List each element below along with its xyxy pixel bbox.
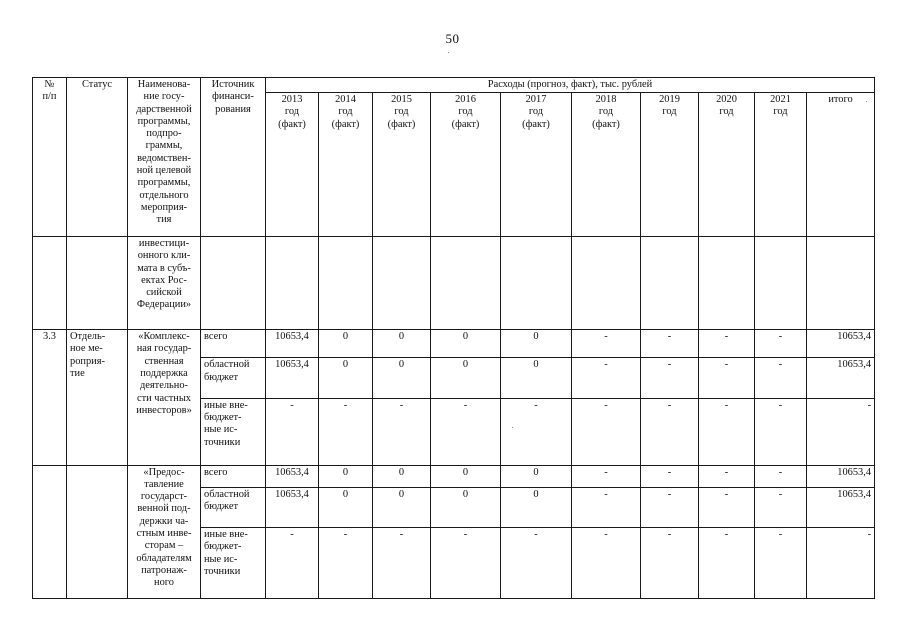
cell-value: - bbox=[572, 330, 641, 358]
cell-total: 10653,4 bbox=[807, 358, 875, 398]
cell-value: 0 bbox=[373, 487, 431, 527]
cell-value: - bbox=[641, 358, 699, 398]
cell-status bbox=[67, 237, 128, 330]
cell-total: - bbox=[807, 528, 875, 599]
cell-value: - bbox=[572, 465, 641, 487]
cell-value: - bbox=[755, 398, 807, 465]
col-header-year: 2017 год (факт) bbox=[501, 93, 572, 237]
cell-value: 0 bbox=[501, 358, 572, 398]
cell-num bbox=[33, 237, 67, 330]
cell-total bbox=[807, 237, 875, 330]
cell-value: - bbox=[755, 358, 807, 398]
cell-value bbox=[699, 237, 755, 330]
col-header-expenses: Расходы (прогноз, факт), тыс. рублей bbox=[266, 78, 875, 93]
cell-value: - bbox=[572, 398, 641, 465]
cell-value: 0 bbox=[373, 465, 431, 487]
cell-value bbox=[572, 237, 641, 330]
cell-value: - bbox=[755, 330, 807, 358]
col-header-year: 2019 год bbox=[641, 93, 699, 237]
col-header-year: 2014 год (факт) bbox=[319, 93, 373, 237]
cell-value: 0 bbox=[501, 487, 572, 527]
cell-value: 0 bbox=[501, 330, 572, 358]
col-header-source: Источник финанси- рования bbox=[201, 78, 266, 237]
cell-source: всего bbox=[201, 465, 266, 487]
cell-value: - bbox=[699, 465, 755, 487]
cell-value: - bbox=[266, 528, 319, 599]
cell-value: - bbox=[699, 358, 755, 398]
table-row bbox=[33, 330, 875, 358]
cell-name: инвестици- онного кли- мата в субъ- ектах Рос- сийской Федерации» bbox=[128, 237, 201, 330]
col-header-num: № п/п bbox=[33, 78, 67, 237]
cell-value: 0 bbox=[501, 465, 572, 487]
cell-num bbox=[33, 465, 67, 599]
cell-value: 0 bbox=[431, 487, 501, 527]
cell-status bbox=[67, 465, 128, 599]
cell-value: 10653,4 bbox=[266, 465, 319, 487]
cell-value: - bbox=[572, 358, 641, 398]
table-row bbox=[33, 465, 875, 487]
cell-value: 0 bbox=[319, 330, 373, 358]
cell-value: 0 bbox=[319, 487, 373, 527]
cell-value bbox=[319, 237, 373, 330]
cell-value bbox=[373, 237, 431, 330]
cell-status: Отдель- ное ме- роприя- тие bbox=[67, 330, 128, 465]
col-header-year: 2013 год (факт) bbox=[266, 93, 319, 237]
cell-value bbox=[641, 237, 699, 330]
cell-value bbox=[431, 237, 501, 330]
cell-value: 0 bbox=[373, 330, 431, 358]
cell-value: - bbox=[431, 528, 501, 599]
cell-value: 0 bbox=[431, 330, 501, 358]
cell-value: - bbox=[641, 398, 699, 465]
cell-value: - bbox=[501, 398, 572, 465]
cell-value: 10653,4 bbox=[266, 330, 319, 358]
cell-value bbox=[755, 237, 807, 330]
header-row-top bbox=[33, 78, 875, 93]
col-header-year: 2021 год bbox=[755, 93, 807, 237]
col-header-name: Наименова- ние госу- дарственной программы, подпро- граммы, ведомствен- ной целевой программы, отдельного мероприя- тия bbox=[128, 78, 201, 237]
cell-value: - bbox=[373, 398, 431, 465]
cell-value: - bbox=[699, 330, 755, 358]
cell-value: - bbox=[641, 465, 699, 487]
scan-speck bbox=[448, 52, 449, 53]
cell-value: - bbox=[572, 528, 641, 599]
cell-value: - bbox=[266, 398, 319, 465]
cell-total: 10653,4 bbox=[807, 487, 875, 527]
cell-value: 0 bbox=[431, 358, 501, 398]
cell-value: - bbox=[755, 487, 807, 527]
cell-value: - bbox=[319, 528, 373, 599]
cell-source: всего bbox=[201, 330, 266, 358]
cell-value: 10653,4 bbox=[266, 358, 319, 398]
cell-value: - bbox=[641, 330, 699, 358]
cell-value: - bbox=[755, 465, 807, 487]
cell-value: - bbox=[641, 528, 699, 599]
cell-source: областной бюджет bbox=[201, 487, 266, 527]
cell-value: 0 bbox=[431, 465, 501, 487]
col-header-year: 2018 год (факт) bbox=[572, 93, 641, 237]
cell-value: - bbox=[572, 487, 641, 527]
cell-name: «Комплекс- ная государ- ственная поддержка деятельно- сти частных инвесторов» bbox=[128, 330, 201, 465]
cell-source: иные вне- бюджет- ные ис- точники bbox=[201, 528, 266, 599]
cell-value bbox=[266, 237, 319, 330]
col-header-year: 2020 год bbox=[699, 93, 755, 237]
budget-table bbox=[32, 77, 875, 599]
cell-value: - bbox=[755, 528, 807, 599]
cell-source bbox=[201, 237, 266, 330]
cell-value: - bbox=[641, 487, 699, 527]
cell-value: - bbox=[373, 528, 431, 599]
cell-value: - bbox=[699, 528, 755, 599]
cell-total: 10653,4 bbox=[807, 330, 875, 358]
col-header-status: Статус bbox=[67, 78, 128, 237]
cell-value: - bbox=[699, 398, 755, 465]
col-header-year: 2015 год (факт) bbox=[373, 93, 431, 237]
cell-value: 0 bbox=[319, 465, 373, 487]
cell-num: 3.3 bbox=[33, 330, 67, 465]
cell-value: - bbox=[431, 398, 501, 465]
cell-value: 0 bbox=[373, 358, 431, 398]
cell-source: иные вне- бюджет- ные ис- точники bbox=[201, 398, 266, 465]
continuation-row bbox=[33, 237, 875, 330]
cell-total: - bbox=[807, 398, 875, 465]
cell-source: областной бюджет bbox=[201, 358, 266, 398]
cell-value: - bbox=[699, 487, 755, 527]
cell-total: 10653,4 bbox=[807, 465, 875, 487]
cell-name: «Предос- тавление государст- венной под- держки ча- стным инве- сторам – обладателям патронаж- ного bbox=[128, 465, 201, 599]
cell-value bbox=[501, 237, 572, 330]
cell-value: 0 bbox=[319, 358, 373, 398]
cell-value: - bbox=[319, 398, 373, 465]
page-number: 50 bbox=[445, 31, 460, 46]
cell-value: - bbox=[501, 528, 572, 599]
cell-value: 10653,4 bbox=[266, 487, 319, 527]
col-header-total: итого bbox=[807, 93, 875, 237]
col-header-year: 2016 год (факт) bbox=[431, 93, 501, 237]
